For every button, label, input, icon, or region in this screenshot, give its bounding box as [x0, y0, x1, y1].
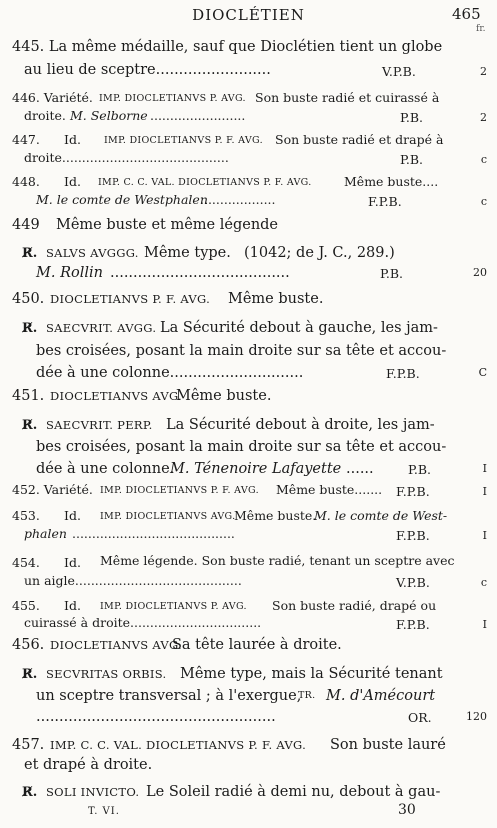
legend: IMP. DIOCLETIANVS P. AVG.	[99, 93, 246, 104]
entry-text: bes croisées, posant la main droite sur sa tête et accou-	[36, 343, 447, 359]
legend: DIOCLETIANVS P. F. AVG.	[50, 292, 211, 306]
reverse-mark: R̸.	[22, 321, 38, 336]
leader: .......................................	[110, 265, 290, 281]
value: C	[478, 366, 487, 379]
value: I	[482, 529, 487, 542]
collection: M. d'Amécourt	[326, 688, 436, 704]
entry-text: Même buste....	[344, 174, 439, 189]
entry-text: Id.	[64, 132, 81, 147]
entry-text: Sa tête laurée à droite.	[172, 637, 342, 653]
value: I	[482, 462, 487, 475]
legend: IMP. DIOCLETIANVS AVG.	[100, 511, 236, 522]
legend: SECVRITAS ORBIS.	[46, 667, 167, 681]
rarity: F.P.B.	[396, 528, 430, 543]
value: c	[480, 576, 487, 589]
entry-text: droite.	[24, 108, 66, 123]
entry-text: Son buste lauré	[330, 737, 446, 753]
legend: IMP. DIOCLETIANVS P. F. AVG.	[100, 485, 259, 496]
reverse-mark: R̸.	[22, 418, 38, 433]
entry-text: Le Soleil radié à demi nu, debout à gau-	[146, 784, 441, 800]
page-title: DIOCLÉTIEN	[192, 6, 305, 24]
entry-text: Id.	[64, 174, 81, 189]
rarity: F.P.B.	[396, 484, 430, 499]
legend: SAECVRIT. PERP.	[46, 418, 153, 432]
rarity: P.B.	[408, 462, 432, 477]
entry-number: 452. Variété.	[12, 482, 93, 497]
rarity: F.P.B.	[386, 366, 420, 381]
entry-text: Même buste et même légende	[56, 217, 279, 233]
entry-text: Son buste radié et drapé à	[275, 132, 444, 147]
collection: M. Rollin	[36, 265, 103, 281]
reverse-mark: R̸.	[22, 667, 38, 682]
value: 120	[466, 710, 487, 723]
entry-number: 451.	[12, 388, 45, 404]
value: I	[482, 485, 487, 498]
reverse-mark: R̸.	[22, 246, 38, 261]
collection: M. Selborne	[70, 108, 148, 123]
entry-text: Id.	[64, 598, 81, 613]
entry-text: dée à une colonne.	[36, 461, 175, 477]
entry-text: cuirassé à droite.................................	[24, 615, 262, 630]
entry-text: Son buste radié et cuirassé à	[255, 90, 440, 105]
legend: IMP. DIOCLETIANVS P. F. AVG.	[104, 135, 263, 146]
value: 2	[480, 65, 487, 78]
entry-text: Même buste.......	[276, 482, 383, 497]
rarity: F.P.B.	[396, 617, 430, 632]
collection: M. le comte de West-	[314, 508, 448, 523]
entry-text: Id.	[64, 555, 81, 570]
rarity: V.P.B.	[382, 64, 416, 79]
rarity: P.B.	[400, 110, 424, 125]
value: I	[482, 618, 487, 631]
signature-mark: 30	[398, 802, 416, 818]
entry-text: Même buste.	[176, 388, 272, 404]
entry-number: 455.	[12, 598, 40, 613]
entry-number: 450.	[12, 291, 45, 307]
legend: IMP. DIOCLETIANVS P. AVG.	[100, 601, 247, 612]
legend: SAECVRIT. AVGG.	[46, 321, 157, 335]
entry-text: bes croisées, posant la main droite sur sa tête et accou-	[36, 439, 447, 455]
entry-text: un sceptre transversal ; à l'exergue,	[36, 688, 302, 704]
entry-number: 449	[12, 217, 40, 233]
legend: DIOCLETIANVS AVG.	[50, 638, 183, 652]
rarity: F.P.B.	[368, 194, 402, 209]
leader: ........................	[150, 108, 246, 123]
reverse-mark: R̸.	[22, 785, 38, 800]
entry-text: La Sécurité debout à droite, les jam-	[166, 417, 435, 433]
collection: phalen	[24, 526, 67, 541]
legend: SALVS AVGGG.	[46, 246, 139, 260]
value: 2	[480, 111, 487, 124]
entry-number: 453.	[12, 508, 40, 523]
currency-note: fr.	[476, 24, 486, 34]
entry-text: Même type.	[144, 245, 231, 261]
value: c	[480, 195, 487, 208]
entry-text: Son buste radié, drapé ou	[272, 598, 437, 613]
entry-text: dée à une colonne.............................	[36, 365, 304, 381]
leader: ......	[346, 461, 374, 477]
entry-text: Même légende. Son buste radié, tenant un sceptre avec	[100, 553, 455, 568]
legend: SOLI INVICTO.	[46, 785, 140, 799]
leader: ...................	[200, 192, 276, 207]
entry-text: 445. La même médaille, sauf que Dioclétien tient un globe	[12, 39, 443, 55]
entry-text: un aigle..........................................	[24, 573, 242, 588]
exergue: TR.	[298, 690, 316, 701]
rarity: V.P.B.	[396, 575, 430, 590]
tome-label: T. VI.	[88, 806, 120, 817]
rarity: OR.	[408, 710, 432, 725]
collection: M. Ténenoire Lafayette	[170, 461, 342, 477]
entry-number: 456.	[12, 637, 45, 653]
leader: ....................................................	[36, 709, 276, 725]
value: c	[480, 153, 487, 166]
collection: M. le comte de Westphalen	[36, 192, 208, 207]
entry-text: Id.	[64, 508, 81, 523]
page-number: 465	[452, 5, 481, 23]
value: 20	[473, 266, 487, 279]
rarity: P.B.	[400, 152, 424, 167]
entry-text: La Sécurité debout à gauche, les jam-	[160, 320, 438, 336]
legend: DIOCLETIANVS AVG.	[50, 389, 183, 403]
entry-text: droite..........................................	[24, 150, 229, 165]
entry-number: 457.	[12, 737, 45, 753]
rarity: P.B.	[380, 266, 404, 281]
entry-number: 447.	[12, 132, 40, 147]
entry-number: 446. Variété.	[12, 90, 93, 105]
entry-text: au lieu de sceptre.........................	[24, 62, 271, 78]
leader: .........................................	[72, 526, 235, 541]
entry-text: Même buste.	[234, 508, 317, 523]
entry-text: Même type, mais la Sécurité tenant	[180, 666, 443, 682]
entry-text: Même buste.	[228, 291, 324, 307]
entry-number: 454.	[12, 555, 40, 570]
entry-text: et drapé à droite.	[24, 757, 153, 773]
legend: IMP. C. C. VAL. DIOCLETIANVS P. F. AVG.	[50, 738, 307, 752]
entry-number: 448.	[12, 174, 40, 189]
entry-text: (1042; de J. C., 289.)	[244, 245, 395, 261]
legend: IMP. C. C. VAL. DIOCLETIANVS P. F. AVG.	[98, 177, 312, 188]
